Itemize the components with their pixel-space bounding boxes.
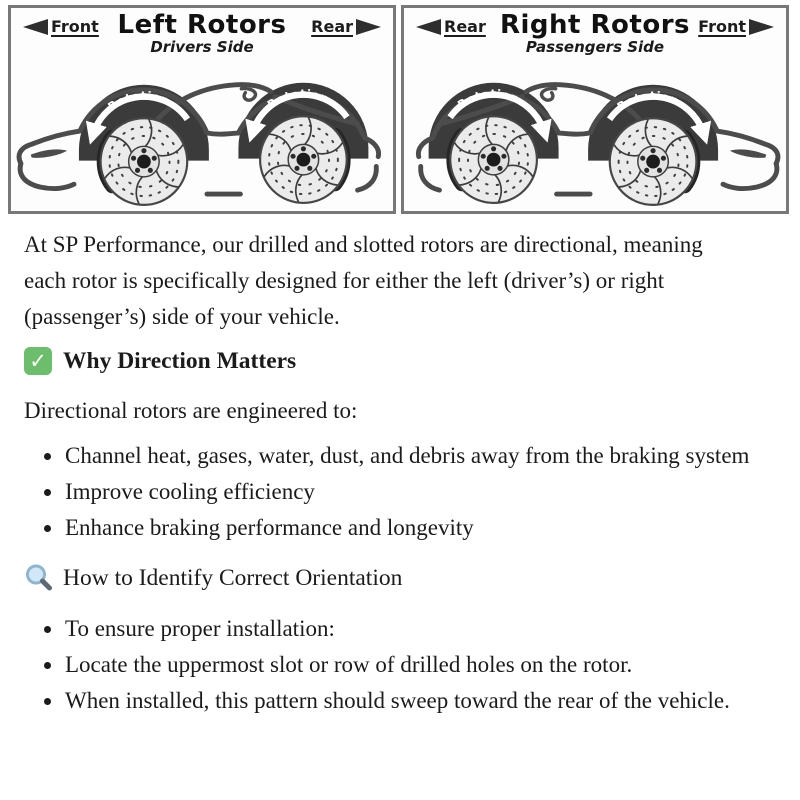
list-item: • Improve cooling efficiency bbox=[64, 474, 786, 510]
check-mark-icon: ✓ bbox=[24, 347, 52, 375]
panel-right-rotors bbox=[401, 5, 789, 214]
direction-label: Rear bbox=[311, 17, 353, 36]
rotation-label: Rotation bbox=[105, 88, 172, 114]
rotor-direction-diagram bbox=[0, 0, 800, 214]
arrow-right-icon bbox=[356, 19, 381, 35]
list-item: • Enhance braking performance and longevity bbox=[64, 510, 786, 546]
section-heading-text: Why Direction Matters bbox=[63, 348, 297, 374]
front-direction-indicator bbox=[698, 17, 774, 36]
section-heading-why-direction-matters bbox=[24, 343, 746, 379]
list-item: • To ensure proper installation: bbox=[64, 611, 786, 647]
rotation-label: Rotation bbox=[264, 86, 332, 112]
article-body bbox=[0, 214, 800, 719]
list-item: • When installed, this pattern should sweep toward the rear of the vehicle. bbox=[64, 683, 786, 719]
direction-label: Front bbox=[51, 17, 99, 36]
panel-title: Left Rotors bbox=[117, 10, 287, 40]
section-heading-text: How to Identify Correct Orientation bbox=[63, 565, 403, 591]
panel-subtitle: Drivers Side bbox=[150, 38, 254, 56]
rotation-label: Rotation bbox=[454, 86, 522, 112]
panel-subtitle: Passengers Side bbox=[525, 38, 665, 56]
rear-direction-indicator bbox=[311, 17, 381, 36]
benefits-list bbox=[24, 438, 786, 546]
front-direction-indicator bbox=[23, 17, 99, 36]
direction-label: Front bbox=[698, 17, 746, 36]
car-illustration-right bbox=[404, 58, 786, 210]
magnifying-glass-icon bbox=[24, 563, 54, 593]
orientation-steps-list bbox=[24, 611, 786, 719]
section-heading-identify-orientation bbox=[24, 560, 746, 596]
direction-label: Rear bbox=[444, 17, 486, 36]
arrow-left-icon bbox=[416, 19, 441, 35]
arrow-right-icon bbox=[749, 19, 774, 35]
car-illustration-left bbox=[11, 58, 393, 210]
rear-direction-indicator bbox=[416, 17, 486, 36]
list-item: • Channel heat, gases, water, dust, and debris away from the braking system bbox=[64, 438, 786, 474]
list-item: • Locate the uppermost slot or row of drilled holes on the rotor. bbox=[64, 647, 786, 683]
panel-title: Right Rotors bbox=[499, 10, 690, 40]
section-lead: Directional rotors are engineered to: bbox=[24, 398, 358, 423]
rotation-label: Rotation bbox=[614, 88, 681, 114]
panel-left-rotors bbox=[8, 5, 396, 214]
arrow-left-icon bbox=[23, 19, 48, 35]
intro-paragraph: At SP Performance, our drilled and slotted rotors are directional, meaning each rotor is specifically designed for either the left (driver’s) or right (passenger’s) side of your vehicle. bbox=[24, 232, 703, 329]
